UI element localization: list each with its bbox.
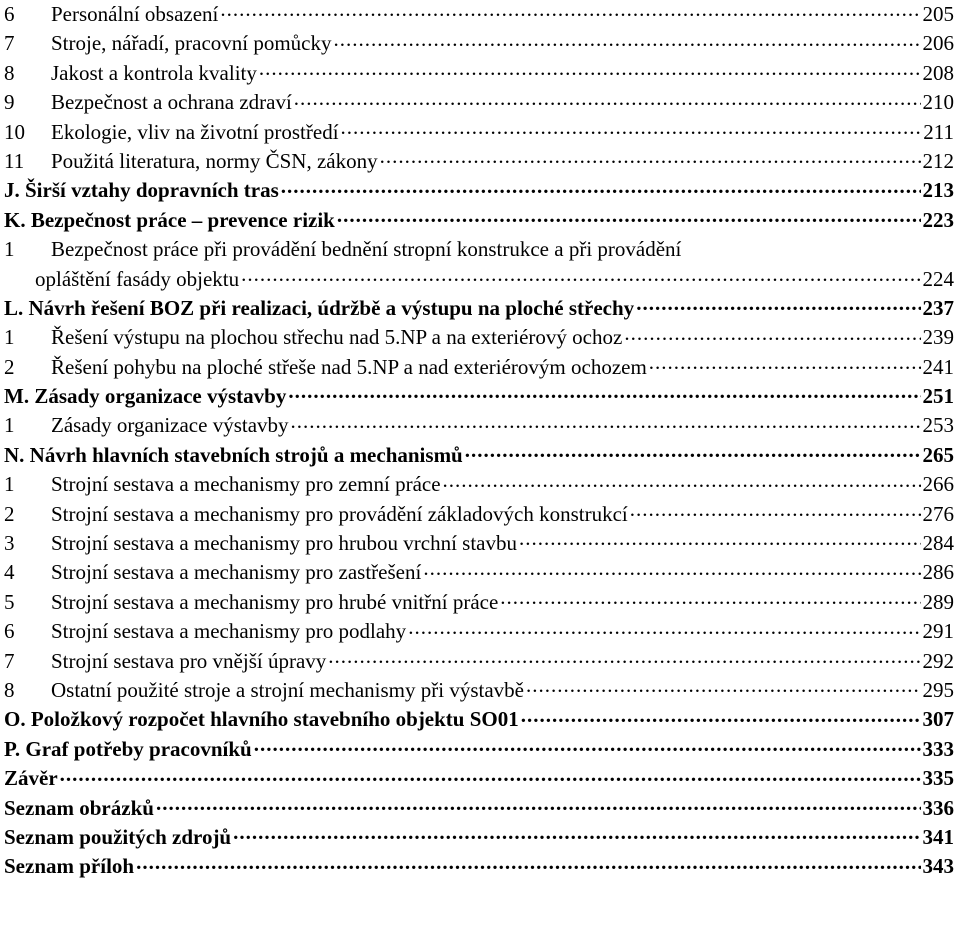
toc-chapter-title: Seznam obrázků xyxy=(4,795,154,820)
toc-entry[interactable] xyxy=(4,323,954,352)
toc-entry[interactable] xyxy=(4,558,954,587)
toc-chapter-title: J. Širší vztahy dopravních tras xyxy=(4,178,279,203)
toc-entry[interactable] xyxy=(4,235,954,294)
toc-leader-dots xyxy=(380,147,921,168)
toc-leader-dots xyxy=(649,353,921,374)
toc-entry-number: 1 xyxy=(4,472,15,497)
toc-leader-dots xyxy=(337,206,921,227)
toc-entry-number: 1 xyxy=(4,325,15,350)
toc-chapter-title: O. Položkový rozpočet hlavního stavebního objektu SO01 xyxy=(4,707,519,732)
toc-entry-number: 5 xyxy=(4,589,15,614)
toc-leader-dots xyxy=(233,823,920,844)
toc-entry-page: 224 xyxy=(922,266,954,291)
toc-chapter[interactable] xyxy=(4,382,954,411)
toc-entry[interactable] xyxy=(4,29,954,58)
toc-entry-number: 2 xyxy=(4,354,15,379)
toc-leader-dots xyxy=(630,500,921,521)
toc-entry-title: Strojní sestava a mechanismy pro zemní práce xyxy=(51,472,441,497)
toc-entry-title: Ekologie, vliv na životní prostředí xyxy=(51,119,339,144)
toc-chapter-page: 213 xyxy=(922,178,954,203)
toc-chapter[interactable] xyxy=(4,794,954,823)
toc-chapter-page: 237 xyxy=(922,295,954,320)
toc-entry-title: Bezpečnost a ochrana zdraví xyxy=(51,90,292,115)
toc-leader-dots xyxy=(60,764,921,785)
toc-entry-page: 205 xyxy=(922,2,954,26)
toc-chapter-page: 307 xyxy=(922,707,954,732)
toc-entry-number: 8 xyxy=(4,677,15,702)
toc-entry-number: 11 xyxy=(4,148,25,173)
toc-chapter-title: Seznam příloh xyxy=(4,854,135,879)
toc-entry-title: Strojní sestava a mechanismy pro podlahy xyxy=(51,619,407,644)
toc-chapter-page: 265 xyxy=(922,442,954,467)
toc-entry-title: Strojní sestava a mechanismy pro hrubou vrchní stavbu xyxy=(51,531,517,556)
toc-entry-page: 239 xyxy=(922,325,954,350)
toc-chapter[interactable] xyxy=(4,206,954,235)
toc-entry-page: 286 xyxy=(922,560,954,585)
toc-entry-number: 9 xyxy=(4,90,15,115)
toc-entry-title: Řešení výstupu na plochou střechu nad 5.NP a na exteriérový ochoz xyxy=(51,325,623,350)
toc-leader-dots xyxy=(254,735,921,756)
toc-leader-dots xyxy=(408,617,920,638)
toc-leader-dots xyxy=(526,676,921,697)
toc-leader-dots xyxy=(328,647,920,668)
toc-leader-dots xyxy=(341,118,922,139)
toc-entry-page: 284 xyxy=(922,531,954,556)
toc-entry[interactable] xyxy=(4,617,954,646)
toc-entry-title: Personální obsazení xyxy=(51,2,219,26)
toc-leader-dots xyxy=(291,411,921,432)
toc-entry-page: 295 xyxy=(922,677,954,702)
toc-leader-dots xyxy=(521,705,921,726)
toc-chapter-title: P. Graf potřeby pracovníků xyxy=(4,736,252,761)
toc-entry[interactable] xyxy=(4,353,954,382)
toc-entry-title: Zásady organizace výstavby xyxy=(51,413,289,438)
toc-chapter-page: 333 xyxy=(922,736,954,761)
toc-entry[interactable] xyxy=(4,147,954,176)
toc-leader-dots xyxy=(136,852,920,873)
toc-leader-dots xyxy=(334,29,921,50)
toc-entry-title: Řešení pohybu na ploché střeše nad 5.NP a nad exteriérovým ochozem xyxy=(51,354,647,379)
toc-entry-page: 253 xyxy=(922,413,954,438)
toc-entry-page: 211 xyxy=(923,119,954,144)
toc-entry-number: 8 xyxy=(4,60,15,85)
toc-entry-number: 6 xyxy=(4,619,15,644)
toc-entry-title: Ostatní použité stroje a strojní mechanismy při výstavbě xyxy=(51,677,524,702)
toc-entry-number: 10 xyxy=(4,119,25,144)
toc-entry-title: Strojní sestava a mechanismy pro provádění základových konstrukcí xyxy=(51,501,628,526)
toc-entry-page: 208 xyxy=(922,60,954,85)
toc-entry-number: 2 xyxy=(4,501,15,526)
toc-entry-page: 292 xyxy=(922,648,954,673)
toc-entry-page: 241 xyxy=(922,354,954,379)
toc-entry-title: Jakost a kontrola kvality xyxy=(51,60,257,85)
toc-leader-dots xyxy=(241,265,920,286)
toc-leader-dots xyxy=(423,558,920,579)
toc-chapter-page: 335 xyxy=(922,766,954,791)
toc-chapter-title: Závěr xyxy=(4,766,58,791)
toc-chapter-page: 343 xyxy=(922,854,954,879)
toc-chapter-title: M. Zásady organizace výstavby xyxy=(4,384,287,409)
toc-leader-dots xyxy=(288,382,920,403)
toc-entry-number: 6 xyxy=(4,2,15,26)
toc-entry-title: Strojní sestava pro vnější úpravy xyxy=(51,648,327,673)
toc-leader-dots xyxy=(281,176,921,197)
toc-entry-title-continued: opláštění fasády objektu xyxy=(35,266,240,291)
toc-entry-title: Strojní sestava a mechanismy pro hrubé vnitřní práce xyxy=(51,589,499,614)
toc-entry-page: 212 xyxy=(922,148,954,173)
toc-chapter[interactable] xyxy=(4,852,954,881)
toc-entry-page: 289 xyxy=(922,589,954,614)
toc-entry-number: 3 xyxy=(4,531,15,556)
toc-entry-title: Bezpečnost práce při provádění bednění stropní konstrukce a při provádění xyxy=(51,237,682,262)
toc-leader-dots xyxy=(636,294,920,315)
toc-entry[interactable] xyxy=(4,0,954,29)
toc-entry-page: 291 xyxy=(922,619,954,644)
toc-leader-dots xyxy=(465,441,921,462)
toc-entry-title: Použitá literatura, normy ČSN, zákony xyxy=(51,148,378,173)
toc-entry-number: 1 xyxy=(4,237,15,262)
toc-entry-page: 276 xyxy=(922,501,954,526)
toc-entry[interactable] xyxy=(4,470,954,499)
toc-chapter-title: N. Návrh hlavních stavebních strojů a mechanismů xyxy=(4,442,463,467)
toc-entry[interactable] xyxy=(4,676,954,705)
toc-entry[interactable] xyxy=(4,88,954,117)
toc-leader-dots xyxy=(624,323,920,344)
toc-chapter-page: 341 xyxy=(922,824,954,849)
toc-leader-dots xyxy=(500,588,920,609)
toc-leader-dots xyxy=(156,794,921,815)
toc-entry-title: Stroje, nářadí, pracovní pomůcky xyxy=(51,31,332,56)
toc-chapter[interactable] xyxy=(4,705,954,734)
toc-chapter[interactable] xyxy=(4,823,954,852)
toc-entry-number: 4 xyxy=(4,560,15,585)
toc-entry[interactable] xyxy=(4,59,954,88)
toc-leader-dots xyxy=(294,88,921,109)
toc-leader-dots xyxy=(519,529,921,550)
toc-chapter-page: 336 xyxy=(922,795,954,820)
toc-chapter[interactable] xyxy=(4,735,954,764)
toc-chapter-title: L. Návrh řešení BOZ při realizaci, údržbě a výstupu na ploché střechy xyxy=(4,295,635,320)
toc-entry[interactable] xyxy=(4,411,954,440)
toc-leader-dots xyxy=(259,59,921,80)
toc-entry-number: 7 xyxy=(4,31,15,56)
toc-entry[interactable] xyxy=(4,500,954,529)
toc-entry-page: 210 xyxy=(922,90,954,115)
toc-entry[interactable] xyxy=(4,647,954,676)
toc-entry-number: 7 xyxy=(4,648,15,673)
toc-leader-dots xyxy=(443,470,921,491)
toc-chapter-title: Seznam použitých zdrojů xyxy=(4,824,232,849)
toc-chapter-page: 223 xyxy=(922,207,954,232)
toc-chapter[interactable] xyxy=(4,441,954,470)
toc-chapter-page: 251 xyxy=(922,384,954,409)
toc-entry-page: 266 xyxy=(922,472,954,497)
toc-chapter-title: K. Bezpečnost práce – prevence rizik xyxy=(4,207,335,232)
toc-chapter[interactable] xyxy=(4,176,954,205)
toc-entry[interactable] xyxy=(4,529,954,558)
toc-chapter[interactable] xyxy=(4,294,954,323)
toc-chapter[interactable] xyxy=(4,764,954,793)
toc-entry-number: 1 xyxy=(4,413,15,438)
toc-entry-title: Strojní sestava a mechanismy pro zastřešení xyxy=(51,560,422,585)
toc-entry-page: 206 xyxy=(922,31,954,56)
toc-leader-dots xyxy=(220,0,920,21)
toc-entry[interactable] xyxy=(4,118,954,147)
toc-entry[interactable] xyxy=(4,588,954,617)
